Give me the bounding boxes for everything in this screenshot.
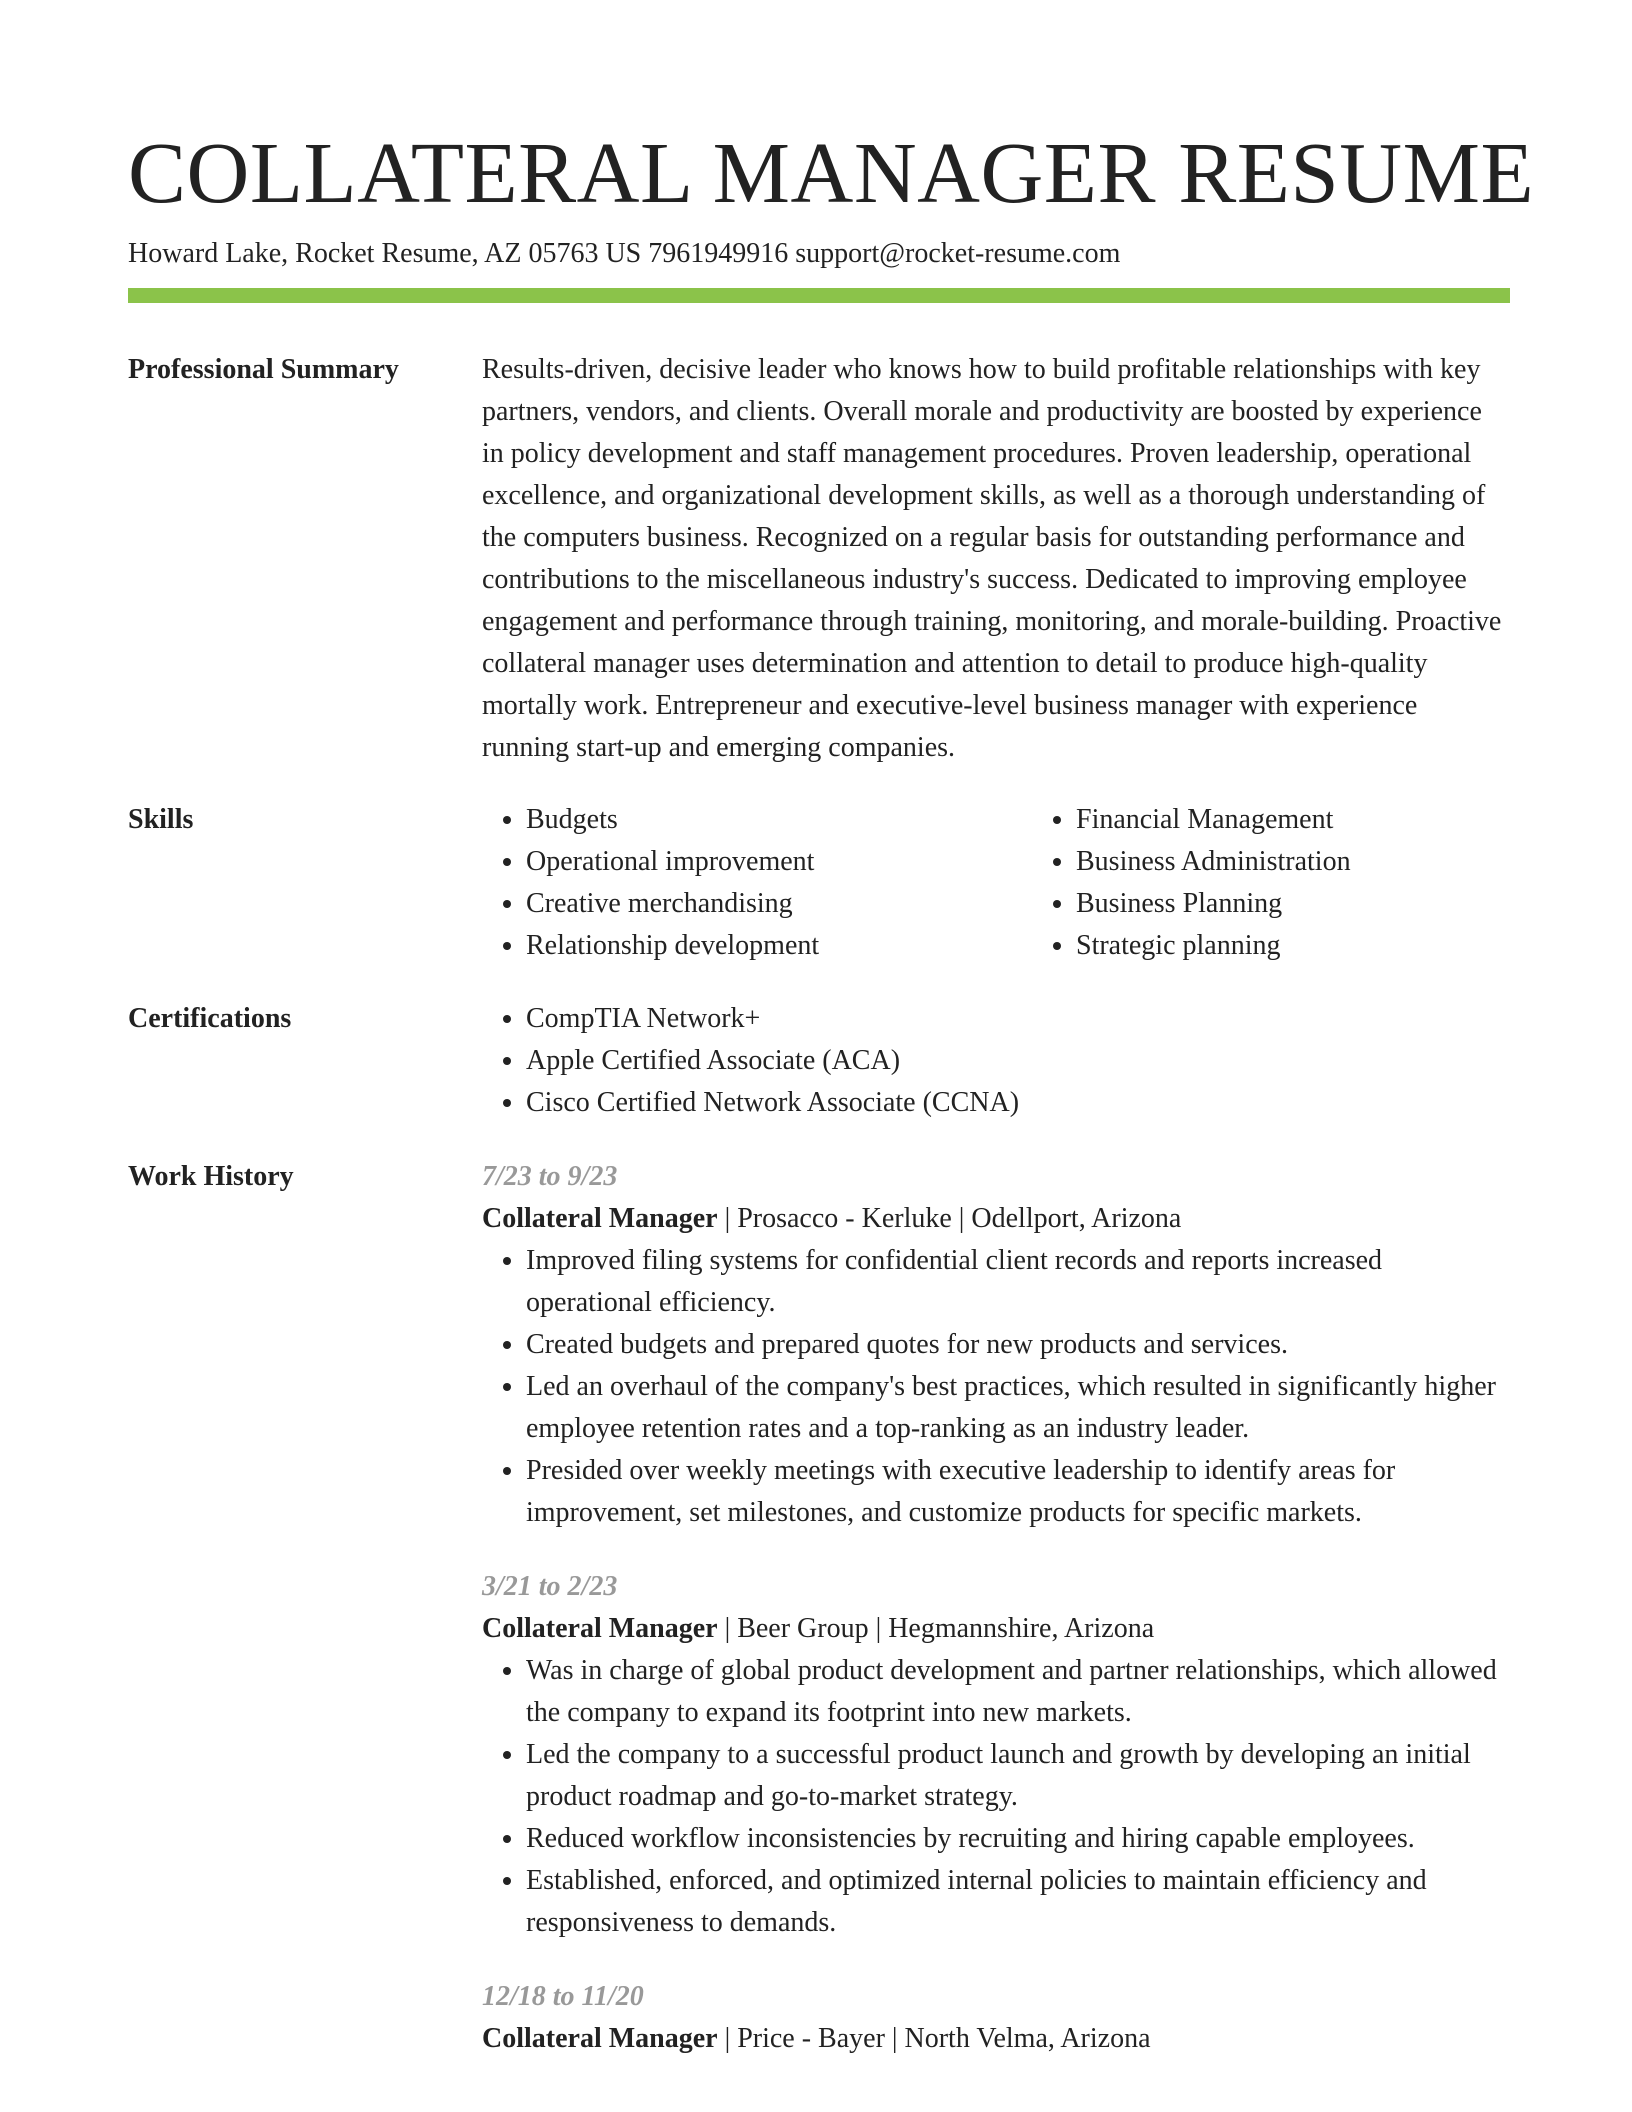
certifications-section [128, 998, 1510, 1124]
job-bullet: • Established, enforced, and optimized internal policies to maintain efficiency and responsiveness to demands. [526, 1860, 1510, 1944]
job-header [482, 1608, 1510, 1650]
work-history-body [482, 1156, 1510, 2060]
job-dates: 3/21 to 2/23 [482, 1571, 618, 1602]
job-entry [482, 1566, 1510, 1944]
skill-item: • Business Administration [1076, 841, 1582, 883]
job-details: | Prosacco - Kerluke | Odellport, Arizona [717, 1203, 1182, 1234]
certification-item: • CompTIA Network+ [526, 998, 1510, 1040]
skill-item: • Relationship development [526, 925, 1032, 967]
summary-text: Results-driven, decisive leader who knows how to build profitable relationships with key partners, vendors, and clients. Overall morale and productivity are boosted by experience in policy development and staff management procedures. Proven leadership, operational excellence, and organizational development skills, as well as a thorough understanding of the computers business. Recognized on a regular basis for outstanding performance and contributions to the miscellaneous industry's success. Dedicated to improving employee engagement and performance through training, monitoring, and morale-building. Proactive collateral manager uses determination and attention to detail to produce high-quality mortally work. Entrepreneur and executive-level business manager with experience running start-up and emerging companies. [482, 354, 1502, 763]
resume-title: COLLATERAL MANAGER RESUME [128, 124, 1535, 221]
job-bullet: • Led an overhaul of the company's best practices, which resulted in significantly higher employee retention rates and a top-ranking as an industry leader. [526, 1366, 1510, 1450]
job-role: Collateral Manager [482, 1203, 718, 1234]
skills-column-right [1032, 799, 1582, 967]
skill-item: • Strategic planning [1076, 925, 1582, 967]
work-history-label: Work History [128, 1161, 294, 1192]
job-bullet: • Was in charge of global product development and partner relationships, which allowed the company to expand its footprint into new markets. [526, 1650, 1510, 1734]
certification-item: • Cisco Certified Network Associate (CCNA) [526, 1082, 1510, 1124]
job-details: | Beer Group | Hegmannshire, Arizona [717, 1613, 1155, 1644]
work-history-section [128, 1156, 1510, 2060]
job-role: Collateral Manager [482, 2023, 718, 2054]
skill-item: • Operational improvement [526, 841, 1032, 883]
certifications-body [482, 998, 1510, 1124]
job-header [482, 1198, 1510, 1240]
job-bullet: • Led the company to a successful product launch and growth by developing an initial product roadmap and go-to-market strategy. [526, 1734, 1510, 1818]
accent-divider [128, 288, 1510, 303]
job-dates: 7/23 to 9/23 [482, 1161, 618, 1192]
skills-list [482, 799, 1582, 967]
summary-body [482, 349, 1510, 769]
job-role: Collateral Manager [482, 1613, 718, 1644]
job-bullet: • Improved filing systems for confidential client records and reports increased operational efficiency. [526, 1240, 1510, 1324]
skills-label: Skills [128, 804, 194, 835]
contact-info: Howard Lake, Rocket Resume, AZ 05763 US 7961949916 support@rocket-resume.com [128, 238, 1121, 269]
skill-item: • Business Planning [1076, 883, 1582, 925]
skill-item: • Budgets [526, 799, 1032, 841]
certifications-list [482, 998, 1510, 1124]
job-bullet: • Reduced workflow inconsistencies by recruiting and hiring capable employees. [526, 1818, 1510, 1860]
skill-item: • Financial Management [1076, 799, 1582, 841]
job-bullet: • Created budgets and prepared quotes for new products and services. [526, 1324, 1510, 1366]
skills-section [128, 799, 1510, 967]
job-bullets [482, 1650, 1510, 1944]
job-bullets [482, 1240, 1510, 1534]
certifications-label: Certifications [128, 1003, 292, 1034]
skill-item: • Creative merchandising [526, 883, 1032, 925]
job-details: | Price - Bayer | North Velma, Arizona [717, 2023, 1151, 2054]
job-entry [482, 1156, 1510, 1534]
job-dates: 12/18 to 11/20 [482, 1981, 644, 2012]
summary-section [128, 349, 1510, 769]
job-entry [482, 1976, 1510, 2060]
summary-label: Professional Summary [128, 354, 399, 385]
job-bullet: • Presided over weekly meetings with executive leadership to identify areas for improvement, set milestones, and customize products for specific markets. [526, 1450, 1510, 1534]
certification-item: • Apple Certified Associate (ACA) [526, 1040, 1510, 1082]
job-header [482, 2018, 1510, 2060]
skills-column-left [482, 799, 1032, 967]
